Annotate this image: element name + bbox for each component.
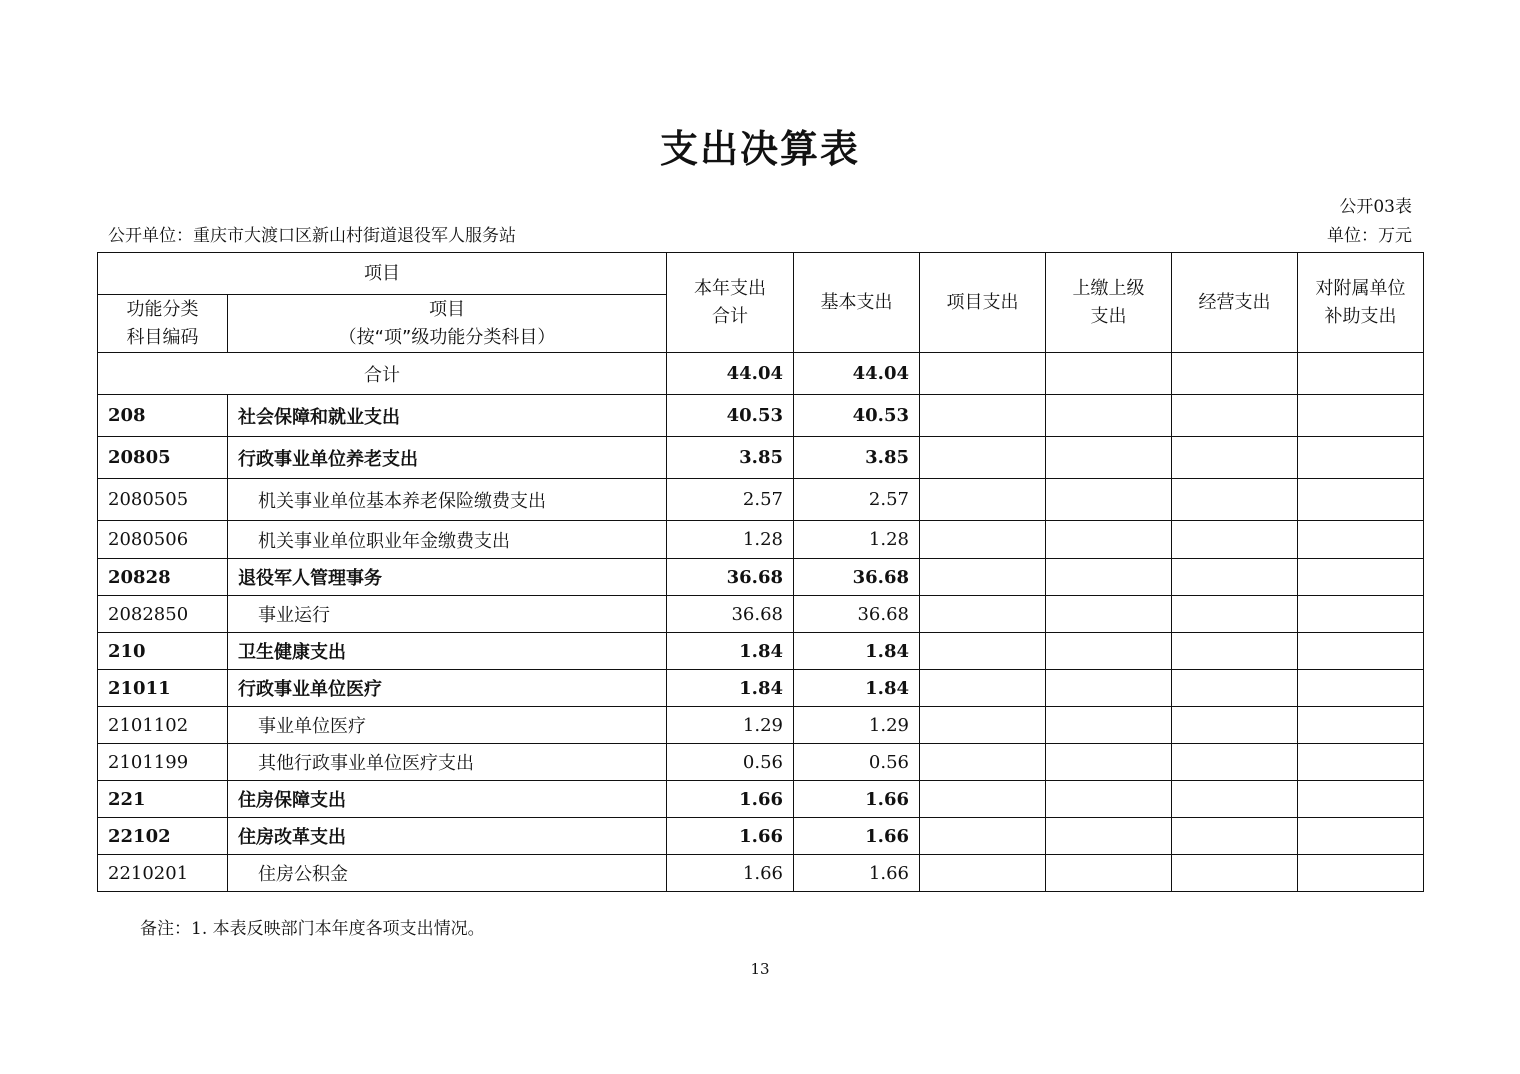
row-name: 卫生健康支出 <box>228 633 667 670</box>
header-upper: 上缴上级 支出 <box>1046 253 1172 353</box>
table-row <box>98 521 1424 559</box>
page-number: 13 <box>750 960 770 978</box>
row-name: 行政事业单位医疗 <box>228 670 667 707</box>
table-row <box>98 479 1424 521</box>
row-name: 机关事业单位基本养老保险缴费支出 <box>228 479 667 521</box>
row-name: 住房公积金 <box>228 855 667 892</box>
row-total: 1.84 <box>667 633 794 670</box>
row-code: 20805 <box>98 437 228 479</box>
row-code: 210 <box>98 633 228 670</box>
row-code: 22102 <box>98 818 228 855</box>
row-code: 21011 <box>98 670 228 707</box>
row-total: 1.66 <box>667 855 794 892</box>
row-basic: 1.66 <box>794 855 920 892</box>
form-number: 公开03表 <box>1339 197 1412 217</box>
footnote: 备注：1. 本表反映部门本年度各项支出情况。 <box>140 919 485 939</box>
table-row <box>98 707 1424 744</box>
total-row <box>98 353 1424 395</box>
header-subsidy: 对附属单位 补助支出 <box>1298 253 1424 353</box>
table-row <box>98 818 1424 855</box>
total-basic: 44.04 <box>794 353 920 395</box>
header-project: 项目支出 <box>920 253 1046 353</box>
row-name: 住房保障支出 <box>228 781 667 818</box>
row-total: 1.28 <box>667 521 794 559</box>
row-basic: 1.28 <box>794 521 920 559</box>
row-total: 36.68 <box>667 596 794 633</box>
row-code: 221 <box>98 781 228 818</box>
table-row <box>98 437 1424 479</box>
row-name: 退役军人管理事务 <box>228 559 667 596</box>
row-total: 40.53 <box>667 395 794 437</box>
row-total: 0.56 <box>667 744 794 781</box>
row-code: 2101199 <box>98 744 228 781</box>
row-basic: 2.57 <box>794 479 920 521</box>
table-row <box>98 633 1424 670</box>
row-code: 2101102 <box>98 707 228 744</box>
row-name: 事业单位医疗 <box>228 707 667 744</box>
row-basic: 3.85 <box>794 437 920 479</box>
row-total: 2.57 <box>667 479 794 521</box>
row-code: 2080505 <box>98 479 228 521</box>
row-code: 2210201 <box>98 855 228 892</box>
row-name: 行政事业单位养老支出 <box>228 437 667 479</box>
row-code: 208 <box>98 395 228 437</box>
row-name: 住房改革支出 <box>228 818 667 855</box>
row-total: 1.29 <box>667 707 794 744</box>
table-row <box>98 744 1424 781</box>
reporting-unit: 公开单位：重庆市大渡口区新山村街道退役军人服务站 <box>108 226 516 246</box>
header-name: 项目 （按“项”级功能分类科目） <box>228 295 667 353</box>
row-total: 1.84 <box>667 670 794 707</box>
header-item-group: 项目 <box>98 253 667 295</box>
row-basic: 36.68 <box>794 596 920 633</box>
row-basic: 40.53 <box>794 395 920 437</box>
total-label: 合计 <box>98 353 667 395</box>
header-basic: 基本支出 <box>794 253 920 353</box>
table-row <box>98 596 1424 633</box>
table-row <box>98 395 1424 437</box>
row-name: 机关事业单位职业年金缴费支出 <box>228 521 667 559</box>
total-amount: 44.04 <box>667 353 794 395</box>
row-total: 3.85 <box>667 437 794 479</box>
row-total: 36.68 <box>667 559 794 596</box>
table-row <box>98 670 1424 707</box>
row-basic: 0.56 <box>794 744 920 781</box>
row-code: 2080506 <box>98 521 228 559</box>
header-total: 本年支出 合计 <box>667 253 794 353</box>
page-title: 支出决算表 <box>659 127 860 171</box>
table-row <box>98 781 1424 818</box>
header-business: 经营支出 <box>1172 253 1298 353</box>
row-total: 1.66 <box>667 818 794 855</box>
row-name: 社会保障和就业支出 <box>228 395 667 437</box>
row-basic: 1.66 <box>794 781 920 818</box>
row-basic: 1.84 <box>794 670 920 707</box>
table-row <box>98 855 1424 892</box>
row-code: 20828 <box>98 559 228 596</box>
row-basic: 1.66 <box>794 818 920 855</box>
table-row <box>98 559 1424 596</box>
header-code: 功能分类 科目编码 <box>98 295 228 353</box>
row-basic: 36.68 <box>794 559 920 596</box>
row-basic: 1.84 <box>794 633 920 670</box>
row-code: 2082850 <box>98 596 228 633</box>
row-basic: 1.29 <box>794 707 920 744</box>
row-name: 其他行政事业单位医疗支出 <box>228 744 667 781</box>
expenditure-table <box>97 252 1424 892</box>
row-total: 1.66 <box>667 781 794 818</box>
currency-unit: 单位：万元 <box>1327 226 1412 246</box>
row-name: 事业运行 <box>228 596 667 633</box>
